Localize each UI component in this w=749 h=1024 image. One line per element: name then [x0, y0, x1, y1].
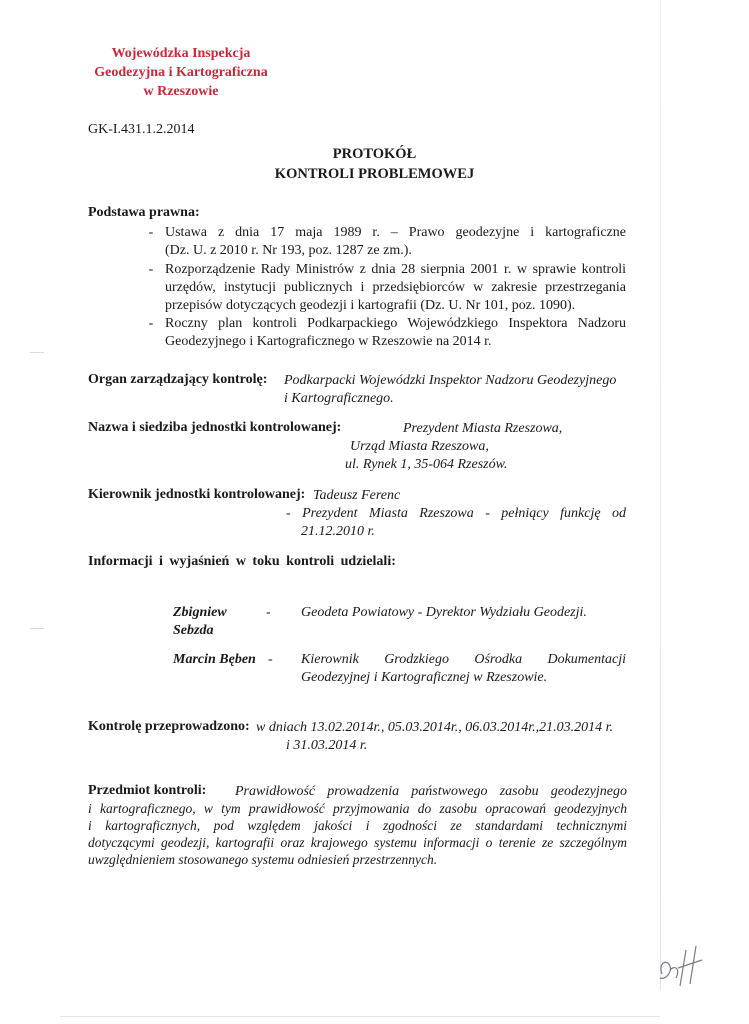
stamp-line-3: w Rzeszowie	[143, 84, 219, 99]
legal-basis-item	[165, 261, 626, 315]
controlled-unit-line-3: ul. Rynek 1, 35-064 Rzeszów.	[345, 457, 508, 472]
legal-basis-item-line: Geodezyjnego i Kartograficznego w Rzeszowie na 2014 r.	[165, 334, 492, 349]
control-dates-line-2: i 31.03.2014 r.	[286, 738, 368, 753]
informant-name-line: Sebzda	[173, 623, 214, 638]
margin-mark	[30, 352, 44, 353]
institution-stamp	[86, 44, 276, 101]
document-title-line-2: KONTROLI PROBLEMOWEJ	[274, 166, 475, 182]
subject-line-1: Prawidłowość prowadzenia państwowego zasobu geodezyjnego	[235, 784, 627, 799]
unit-head-date: 21.12.2010 r.	[301, 524, 375, 539]
informants-label: Informacji i wyjaśnień w toku kontroli udzielali:	[88, 554, 396, 569]
legal-basis-item	[165, 315, 626, 351]
control-dates-line-1: w dniach 13.02.2014r., 05.03.2014r., 06.03.2014r.,21.03.2014 r.	[256, 720, 614, 735]
controlled-unit-line-2: Urząd Miasta Rzeszowa,	[350, 439, 489, 454]
subject-line-5: uwzględnieniem stosowanego systemu odniesień przestrzennych.	[88, 852, 438, 867]
document-title-line-1: PROTOKÓŁ	[332, 146, 417, 162]
unit-head-name: Tadeusz Ferenc	[313, 488, 401, 503]
legal-basis-dash: -	[148, 316, 154, 331]
legal-basis-dash: -	[148, 262, 154, 277]
stamp-line-2: Geodezyjna i Kartograficzna	[94, 65, 268, 80]
managing-body-line-2: i Kartograficznego.	[284, 391, 394, 406]
informant-dash: -	[268, 652, 273, 667]
informant-role-line: Geodezyjnej i Kartograficznej w Rzeszowie.	[301, 670, 548, 685]
subject-line-3: i kartograficznych, pod względem jakości i zgodności ze standardami technicznymi	[88, 818, 627, 833]
legal-basis-label: Podstawa prawna:	[88, 205, 200, 220]
legal-basis-item-line: Ustawa z dnia 17 maja 1989 r. – Prawo geodezyjne i kartograficzne	[165, 225, 626, 240]
subject-line-4: dotyczącymi geodezji, kartografii oraz krajowego systemu informacji o terenie ze szczególnym	[88, 835, 627, 850]
managing-body-line-1: Podkarpacki Wojewódzki Inspektor Nadzoru Geodezyjnego	[284, 373, 617, 388]
legal-basis-item	[165, 224, 626, 260]
margin-mark	[30, 628, 44, 629]
legal-basis-dash: -	[148, 225, 154, 240]
controlled-unit-label: Nazwa i siedziba jednostki kontrolowanej:	[88, 420, 342, 435]
controlled-unit-line-1: Prezydent Miasta Rzeszowa,	[403, 421, 563, 436]
informant-role: Geodeta Powiatowy - Dyrektor Wydziału Geodezji.	[301, 605, 587, 620]
legal-basis-item-line: przepisów dotyczących geodezji i kartografii (Dz. U. Nr 101, poz. 1090).	[165, 298, 576, 313]
legal-basis-item-line: Rozporządzenie Rady Ministrów z dnia 28 sierpnia 2001 r. w sprawie kontroli	[165, 262, 626, 277]
informant-role	[301, 651, 626, 687]
case-number: GK-I.431.1.2.2014	[88, 122, 195, 137]
legal-basis-item-line: urzędów, instytucji publicznych i przedsiębiorców w zakresie przestrzegania	[165, 280, 626, 295]
informant-dash: -	[266, 605, 271, 620]
unit-head-role: - Prezydent Miasta Rzeszowa - pełniący funkcję od	[286, 506, 626, 521]
control-dates-label: Kontrolę przeprowadzono:	[88, 719, 250, 734]
informant-role-line: Kierownik Grodzkiego Ośrodka Dokumentacji	[301, 652, 626, 667]
subject-line-2: i kartograficznego, w tym prawidłowość przyjmowania do zasobu opracowań geodezyjnych	[88, 801, 627, 816]
legal-basis-item-line: (Dz. U. z 2010 r. Nr 193, poz. 1287 ze zm.).	[165, 243, 412, 258]
unit-head-label: Kierownik jednostki kontrolowanej:	[88, 487, 306, 502]
informant-name	[173, 604, 227, 640]
handwritten-initials	[650, 940, 710, 992]
stamp-line-1: Wojewódzka Inspekcja	[111, 46, 251, 61]
subject-label: Przedmiot kontroli:	[88, 783, 207, 798]
legal-basis-item-line: Roczny plan kontroli Podkarpackiego Wojewódzkiego Inspektora Nadzoru	[165, 316, 626, 331]
scan-bottom-line	[60, 1016, 660, 1017]
informant-name: Marcin Bęben	[173, 652, 256, 667]
informant-name-line: Zbigniew	[173, 605, 227, 620]
managing-body-label: Organ zarządzający kontrolę:	[88, 372, 268, 387]
